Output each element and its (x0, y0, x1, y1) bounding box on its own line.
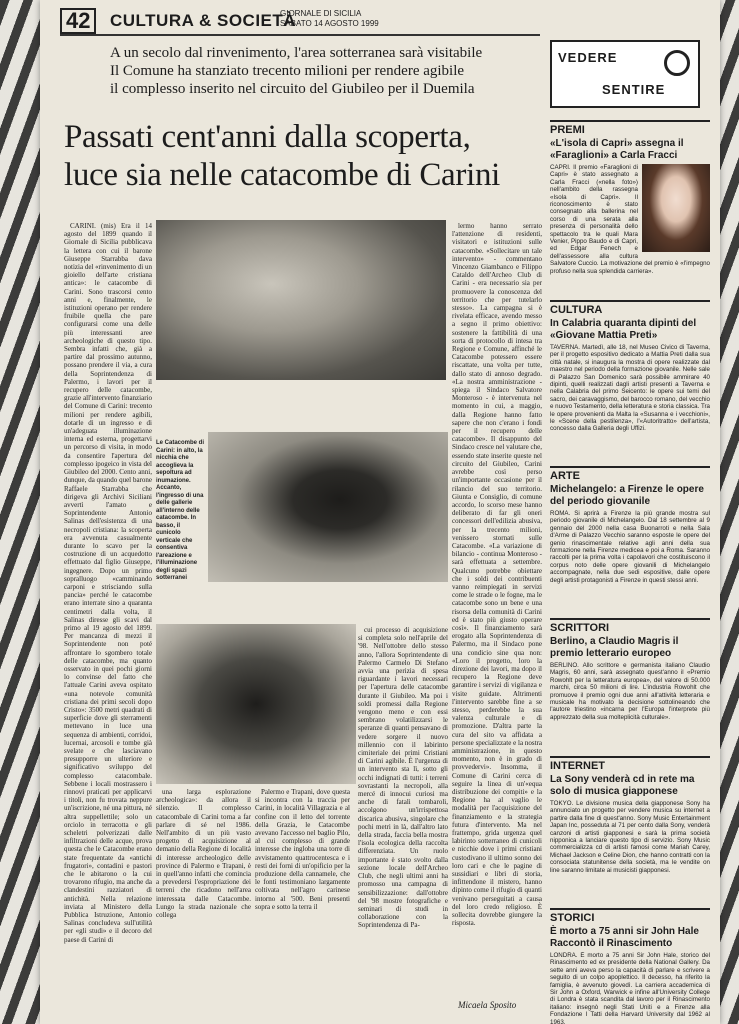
sidebar-vedere-sentire (550, 40, 710, 1024)
newspaper-page (40, 0, 720, 1024)
article-byline: Micaela Sposito (458, 1000, 517, 1010)
sidebar-section-title: È morto a 75 anni sir John Hale Raccontò il Rinascimento (550, 926, 699, 949)
kicker-line: Il Comune ha stanziato trecento milioni per rendere agibile (110, 63, 465, 79)
photo-caption: Le Catacombe di Carini: in alto, la nicchia che accoglieva la sepoltura ad inumazione. Accanto, l'ingresso di una delle gallerie all'interno delle catacombe. In basso, il cunicolo verticale che consentiva l'areazione e l'illuminazione degli spazi sotterranei (156, 440, 205, 581)
sidebar-section-text (550, 164, 710, 296)
sidebar-section-title: In Calabria quaranta dipinti del «Giovane Mattia Preti» (550, 318, 697, 341)
publication-date: SABATO 14 AGOSTO 1999 (280, 19, 379, 28)
sidebar-section-title: Berlino, a Claudio Magris il premio letterario europeo (550, 636, 679, 659)
vedere-sentire-logo (550, 40, 700, 108)
publication-name: GIORNALE DI SICILIA (280, 9, 362, 18)
article-column-4 (452, 222, 542, 997)
article-column-3 (358, 626, 448, 1018)
article-kicker (110, 44, 540, 98)
sidebar-section-label: CULTURA (550, 300, 710, 316)
sidebar-section-text: BERLINO. Allo scrittore e germanista italiano Claudio Magris, 60 anni, sarà assegnato quest'anno il «Premio Rowohlt per la letteratura europea», del valore di 50.000 marchi, circa 50 milioni di lire. L'industria Rowohlt che promuove il premio ogni due anni all'attività letteraria e musicale ha motivato la decisione sottolineando che l'autore triestino «incarna per l'Europa l'interprete più apprezzato della sua molteplicità culturale». (550, 662, 710, 721)
sidebar-section-title: Michelangelo: a Firenze le opere del periodo giovanile (550, 484, 704, 507)
sidebar-section-label: PREMI (550, 120, 710, 136)
section-title: CULTURA & SOCIETÀ (110, 11, 297, 30)
sidebar-section-label: INTERNET (550, 756, 710, 772)
sidebar-section-label: STORICI (550, 908, 710, 924)
catacomb-gallery-photo (208, 432, 448, 582)
sidebar-section-title: La Sony venderà cd in rete ma solo di musica giapponese (550, 774, 695, 797)
headline-line: luce sia nelle catacombe di Carini (64, 157, 501, 193)
headline-line: Passati cent'anni dalla scoperta, (64, 119, 471, 155)
sidebar-section-body: CAPRI. Il premio «Faraglioni di Capri» è stato assegnato a Carla Fracci («nella foto») nell'ambito della rassegna «Isola di Capri». Il riconoscimento è stato consegnato alla ballerina nel corso di una serata alla presenza di personalità dello spettacolo tra le quali Mara Venier, Pippo Baudo e di Capri, ed Edgar Fenech e dell'assessore alla cultura Salvatore Cuccio. La motivazione del premio è «l'impegno profuso nella sua splendida carriera». (550, 164, 710, 275)
article-headline (64, 118, 534, 194)
kicker-line: A un secolo dal rinvenimento, l'area sotterranea sarà visitabile (110, 45, 483, 61)
article-column-2a (156, 788, 251, 1018)
article-column-2b (255, 788, 350, 1018)
publication-meta (280, 9, 430, 29)
sidebar-section-text: ROMA. Si aprirà a Firenze la più grande mostra sul periodo giovanile di Michelangelo. Dal 18 settembre al 9 gennaio del 2000 nella casa Buonarroti e nella Sala d'Arme di Palazzo Vecchio saranno esposte le opere del genio rinascimentale relative agli anni della sua formazione nella Firenze medicea e poi a Roma. Saranno raccolti per la prima volta i capolavori che costituiscono il corpus noto delle opere giovanili di Michelangelo accompagnate, nella due sedi espositive, dalle opere degli artisti protagonisti a Firenze in questi stessi anni. (550, 510, 710, 584)
portrait-photo (642, 164, 710, 252)
sidebar-section-title: «L'isola di Capri» assegna il «Faraglioni» a Carla Fracci (550, 138, 684, 161)
page-number: 42 (60, 8, 96, 34)
column-text: cui processo di acquisizione si completa solo nell'aprile del '98. Nell'ottobre dello stesso anno, l'allora Soprintendente di Palermo Carmelo Di Stefano avvia una perizia di spesa riguardante i lavori necessari per l'apertura delle catacombe durante il Giubileo. Ma poi i soldi promessi dalla Regione vengono meno e con essi sembrano volatilizzarsi le speranze di quanti pensavano di vedere sorgere il nuovo millennio con il labirinto cimiteriale dei primi Cristiani di Carini agibile. È l'urgenza di un intervento sta lì, sotto gli occhi indignati di tutti: i terreni sovrastanti la necropoli, alla mercé di innocui curiosi ma anche di fatali tombaroli, accolgono un'irrispettosa discarica abusiva, singolare che pochi metri in là, dall'altro lato della strada, faccia bella mostra l'isola ecologica della raccolta differenziata. Un ruolo importante è stato svolto dalla sezione locale dell'Archeo Club, che negli ultimi anni ha promosso una campagna di sensibilizzazione: dall'ottobre del '98 mostre fotografiche e seminari di studi in collaborazione con la Soprintendenza di Pa- (358, 626, 448, 930)
column-text: CARINI. (mis) Era il 14 agosto del 1899 quando il Giornale di Sicilia pubblicava la lettera con cui il barone Giuseppe Starrabba dava notizia del «rinvenimento di un gioiello dell'arte cristiana antica»: le catacombe di Carini. Sono trascorsi cento anni e, finalmente, le istituzioni operano per rendere fruibile quella che pare configurarsi come una delle più interessanti aree archeologiche di questo tipo. Sembra infatti che, già a partire dal prossimo autunno, possano prendere il via, a cura della Soprintendenza di Palermo, i lavori per il recupero delle catacombe, grazie all'intervento finanziario del Comune di Carini: trecento milioni per rendere agibili, dotarle di un ingresso e di un'adeguata illuminazione interna ed esterna, progettarvi un percorso di visita, in modo da consentire l'apertura del complesso ipogeico in vista del Giubileo del 2000. Cento anni, dunque, da quando quel barone Raffaele Starrabba che dirigeva gli Archivi Siciliani avvertì l'amato e Soprintendente Antonio Salinas dell'esistenza di una necropoli cristiana: la scoperta era avvenuta casualmente durante lo scavo per la costruzione di un acquedotto effettuato dal figlio Giuseppe, ingegnere. Dopo un primo sopralluogo «camminando carponi e strisciando sulla pancia» perché le catacombe erano interrate sino a quaranta centimetri dalla volta, il Salinas diresse gli scavi dal primo al 19 agosto del 1899. Per mancanza di mezzi il Soprintendente non poté affrontare lo sgombero totale delle catacombe, ma quanto osservato in quei pochi giorni lo convinse del fatto che l'attuale Carini aveva ospitato «una notevole comunità cristiana dei primi secoli dopo Cristo»: 3500 metri quadrati di superficie dove gli sterramenti mettevano in luce una sequenza di ambienti, corridoi, lucernai, arcosoli e tombe già svelate e che lasciavano presupporre un ulteriore e significativo sviluppo del complesso catacombale. Sebbene i locali mostrassero i rinnovi praticati per applicarvi i titoli, non fu trovata neppure un'iscrizione, né una pittura, né altra suppellettile; solo un orciolo in terracotta e gli scheletri polverizzati dalle infiltrazioni delle acque, prova questa che le Catacombe erano state frequentate da «antichi frugatori», contadini e pastori che le abitarono o la cui trovarono rifugio, ma anche da clandestini razziatori di antichità. Nella relazione inviata al Ministero della Pubblica Istruzione, Antonio Salinas concludeva sull'utilità per «gli studi» e il decoro del paese di Carini di (64, 222, 152, 944)
catacomb-shaft-photo (156, 624, 356, 784)
catacomb-niche-photo (156, 220, 446, 380)
article-column-1 (64, 222, 152, 1012)
column-text: lermo hanno serrato l'attenzione di residenti, visitatori e istituzioni sulle catacombe. «Sollecitare un tale intervento» - commentano Vincenzo Giambanco e Filippo Cataldo dell'Archeo Club di Carini - era necessario sia per promuovere la conoscenza del territorio che per tutelarlo stesso». La campagna si è rivelata efficace, avendo messo a segno il primo obiettivo: sostenere la fattibilità di una sorta di protocollo di intesa tra Regione e Comune, affinché le Catacombe potessero essere riscattate, una volta per tutte, dallo stato di annoso degrado. «La nostra amministrazione - spiega il Sindaco Salvatore Monteroso - è intervenuta nel momento in cui, a maggio, dalla Regione hanno fatto sapere che non c'erano i fondi per il recupero delle catacombe». Il disappunto del Sindaco cresce nel valutare che, essendo state inserite queste nel circuito del Giubileo, Carini avrebbe così perso un'importante occasione per il rilancio del suo territorio. Giunta e Consiglio, di comune accordo, lo scorso mese hanno deliberato di far gli oneri concessori dell'edilizia abusiva, per la trecento milioni, venissero stornati sulle Catacombe. «La variazione di bilancio - continua Monteroso - sarà effettuata a settembre. Qualcuno potrebbe obiettare che i soldi dei contribuenti vanno reimpiegati in servizi come le strade o le fogne, ma le catacombe sono un bene e una risorsa della comunità di Carini ed è stato più giusto operare così». Il finanziamento sarà erogato alla Soprintendenza di Palermo, ma il Sindaco pone una condicio sine qua non: «Loro il progetto, loro la direzione dei lavori, ma dopo il recupero la Regione deve garantire i servizi di vigilanza e visite guidate. Altrimenti l'intervento sarebbe fine a se stesso, perderebbe la sua valenza culturale e di promozione. D'altra parte la cura del sito va affidata a persone specializzate e la nostra amministrazione, in questo momento, non è in grado di provvedervi». Insomma, il Comune di Carini cerca di seguire la linea di un'«equa distribuzione dei compiti» e la Regione ha al vaglio le modalità per l'acquisizione del finanziamento e la strategia futura d'intervento. Ma nel frattempo, grida urgenza quel labirinto sotterraneo di cunicoli e nicchie dove i primi cristiani custodivano il ultimo sonno dei loro cari e che le pagine di sussidiari e libri di storia, infittendone il mistero, hanno dipinto come il rifugio di quanti venivano perseguitati a causa del loro credo religioso. È sollecita dovrebbe giungere la risposta. (452, 222, 542, 928)
logo-text-1: VEDERE (558, 50, 618, 65)
logo-text-2: SENTIRE (602, 82, 666, 97)
header-rule (60, 34, 540, 36)
column-text: una larga esplorazione archeologica»: da allora il silenzio. Il complesso catacombale di Carini torna a far parlare di sé nel 1986. Nell'ambito di un più vasto progetto di acquisizione al demanio della Regione di località di interesse archeologico delle province di Palermo e Trapani, è in quell'anno infatti che comincia a prevedersi l'espropriazione dei terreni che ricadono nell'area interessata dalle Catacombe. Lungo la strada nazionale che collega (156, 788, 251, 920)
kicker-line: il complesso inserito nel circuito del Giubileo per il Duemila (110, 81, 475, 97)
sidebar-section-text: TOKYO. Le divisione musica della giapponese Sony ha annunciato un progetto per vendere musica su internet a partire dalla fine di quest'anno. Sony Music Entertainment Japan Inc, posseduta al 71 per cento dalla Sony, venderà canzoni di artisti giapponesi e sarà la prima società nipponica a lanciare questo tipo di servizio. Sony Music commercializza cd di artisti famosi come Mariah Carey, Michael Jackson e Celine Dion, che hanno contratti con la consociata statunitense della società, ma le vendite on line saranno limitate ai musicisti giapponesi. (550, 800, 710, 874)
column-text: Palermo e Trapani, dove questa si incontra con la traccia per Carini, in località Villagrazia e al confine con il letto del torrente della Grazia, le Catacombe avevano l'accesso nel baglio Pilo, al cui complesso di grande interesse che ingloba una torre di avvistamento quattrocentesca e i resti dei forni di un'opificio per la produzione della cannamele, che le fonti testimoniano largamente coltivata nell'agro carinese intorno al '500. Beni presenti sopra e sotto la terra il (255, 788, 350, 911)
sidebar-section-label: ARTE (550, 466, 710, 482)
film-reel-icon (664, 50, 690, 76)
sidebar-section-text: LONDRA. È morto a 75 anni Sir John Hale, storico del Rinascimento ed ex presidente della National Gallery. Da sette anni aveva perso la capacità di parlare e scrivere a seguito di un colpo apoplettico. Il decesso, ha riferito la famiglia, è avvenuto giovedì. La carriera accademica di Sir John a Oxford, Warwick e infine all'University College di Londra è stata scandita dal lavoro per il Rinascimento italiano: insegnò negli Stati Uniti e a Firenze alla Fondazione I Tatti della Harvard University dal 1962 al 1963. (550, 952, 710, 1024)
sidebar-section-text: TAVERNA. Martedì, alle 18, nel Museo Civico di Taverna, per il progetto espositivo dedicato a Mattia Preti dalla sua città natale, si inaugura la mostra di opere realizzate dal maestro nel periodo della formazione giovanile. Nelle sale di Palazzo San Domenico sarà possibile ammirare 40 dipinti, quelli realizzati dagli artisti presenti a Taverna e nella Calabria del primo Seicento: le opere sui temi del sacro, dei caravaggismo, del barocco romano, del vecchio e nuovo Testamento, della letteratura e storia classica. Tra le opere provenienti da Malta la «Susanna e i vecchioni», le «Scene della pestilenza», l'«Autoritratto» dell'artista, concesso dalla Galleria degli Uffizi. (550, 344, 710, 433)
sidebar-section-label: SCRITTORI (550, 618, 710, 634)
